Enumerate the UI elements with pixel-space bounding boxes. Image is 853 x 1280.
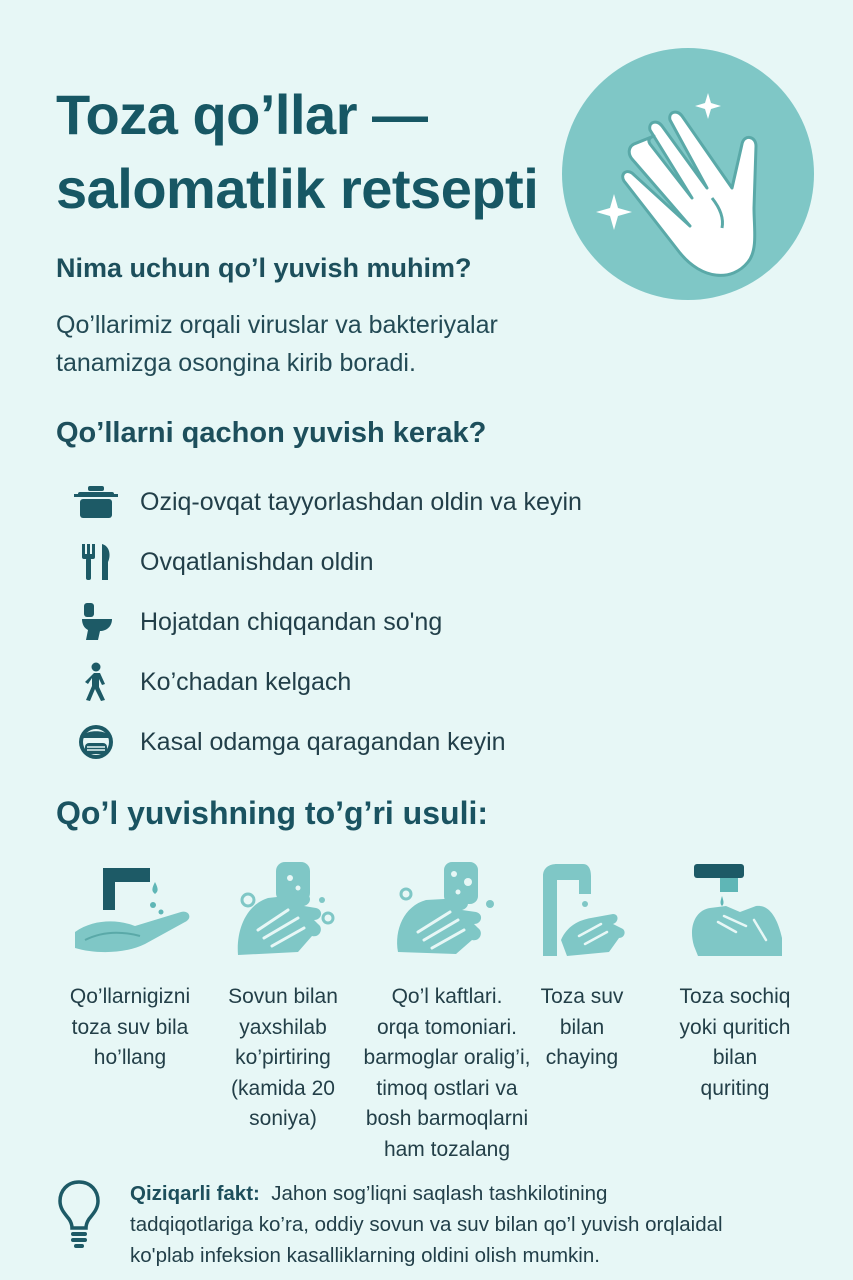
- step-4: [527, 860, 637, 1074]
- toilet-icon: [72, 600, 120, 644]
- why-description: [56, 306, 696, 382]
- reason-label: Oziq-ovqat tayyorlashdan oldin va keyin: [140, 487, 582, 516]
- fun-fact-line-1: Jahon sog’liqni saqlash tashkilotining: [271, 1182, 608, 1205]
- step-5: [660, 860, 810, 1104]
- step-label: Qo’llarnigizni toza suv bila ho’llang: [69, 985, 191, 1069]
- step-label: Qo’l kaftlari. orqa tomoniari. barmoglar oralig’i, timoq ostlari va bosh barmoqlarni ham tozalang: [363, 985, 531, 1161]
- reason-label: Kasal odamga qaragandan keyin: [140, 727, 506, 756]
- reason-label: Ovqatlanishdan oldin: [140, 547, 374, 576]
- hero-hand-illustration: [562, 48, 814, 300]
- reason-label: Ko’chadan kelgach: [140, 667, 352, 696]
- fork-knife-icon: [72, 540, 120, 584]
- walking-person-icon: [72, 660, 120, 704]
- step-label: Toza sochiq yoki quritich bilan quriting: [679, 985, 791, 1100]
- list-item: [72, 480, 772, 524]
- fun-fact: [130, 1178, 830, 1271]
- list-item: [72, 540, 772, 584]
- title-line-1: Toza qo’llar —: [56, 83, 428, 146]
- why-heading: Nima uchun qo’l yuvish muhim?: [56, 253, 472, 283]
- scrub-hands-icon: [352, 860, 542, 960]
- method-heading: Qo’l yuvishning to’g’ri usuli:: [56, 795, 488, 831]
- title-line-2: salomatlik retsepti: [56, 157, 539, 220]
- cooking-pot-icon: [72, 480, 120, 524]
- step-1: [55, 860, 205, 1074]
- fun-fact-line-3: ko'plab infeksion kasalliklarning oldini olish mumkin.: [130, 1244, 600, 1267]
- fun-fact-label: Qiziqarli fakt:: [130, 1182, 260, 1205]
- lightbulb-icon: [56, 1178, 102, 1250]
- fun-fact-line-2: tadqiqotlariga ko’ra, oddiy sovun va suv bilan qo’l yuvish orqlaidal: [130, 1213, 723, 1236]
- faucet-wet-hands-icon: [55, 860, 205, 960]
- list-item: [72, 720, 772, 764]
- dry-hands-icon: [660, 860, 810, 960]
- list-item: [72, 600, 772, 644]
- step-3: [352, 860, 542, 1165]
- step-label: Sovun bilan yaxshilab ko’pirtiring (kamida 20 soniya): [228, 985, 338, 1130]
- reason-label: Hojatdan chiqqandan so'ng: [140, 607, 443, 636]
- when-heading: Qo’llarni qachon yuvish kerak?: [56, 417, 487, 449]
- clean-hand-icon: [562, 48, 814, 300]
- step-2: [208, 860, 358, 1135]
- soap-lather-icon: [208, 860, 358, 960]
- list-item: [72, 660, 772, 704]
- page-title: [56, 78, 576, 226]
- step-label: Toza suv bilan chaying: [540, 985, 624, 1069]
- rinse-hands-icon: [527, 860, 637, 960]
- why-line-1: Qo’llarimiz orqali viruslar va bakteriyalar: [56, 311, 498, 339]
- why-line-2: tanamizga osongina kirib boradi.: [56, 349, 416, 377]
- masked-face-icon: [72, 720, 120, 764]
